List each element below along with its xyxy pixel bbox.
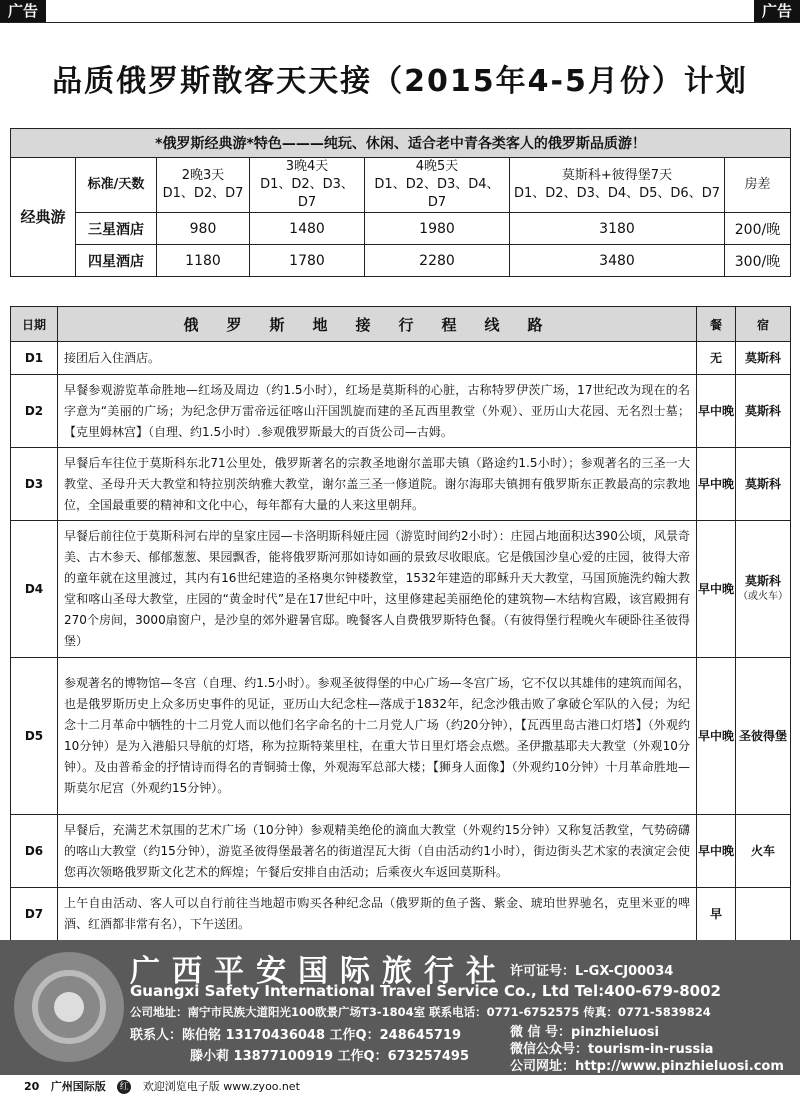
day-meal: 早中晚 [697, 658, 736, 815]
day-stay: 火车 [736, 815, 791, 888]
hotel-name: 四星酒店 [76, 245, 157, 277]
company-name-en: Guangxi Safety International Travel Service Co., Ltd Tel:400-679-8002 [130, 982, 721, 1000]
price-cell: 2280 [365, 245, 510, 277]
price-row-3star [11, 213, 791, 245]
col-7d: 莫斯科+彼得堡7天 D1、D2、D3、D4、D5、D6、D7 [510, 158, 725, 213]
day-meal: 早中晚 [697, 521, 736, 658]
ad-label-left: 广告 [0, 0, 46, 22]
edition-logo-icon: 红 [117, 1080, 131, 1094]
day-label: D5 [11, 658, 58, 815]
room-diff-label: 房差 [725, 158, 791, 213]
day-label: D3 [11, 448, 58, 521]
itinerary-row-d7 [11, 888, 791, 941]
day-meal: 无 [697, 342, 736, 375]
wechat-id: 微 信 号：pinzhieluosi [510, 1025, 659, 1040]
price-cell: 1980 [365, 213, 510, 245]
day-description: 早餐后车往位于莫斯科东北71公里处，俄罗斯著名的宗教圣地谢尔盖耶夫镇（路途约1.5小时）；参观著名的三圣一大教堂、圣母升天大教堂和特拉别茨纳雅大教堂，谢尔盖三圣一修道院。谢尔海耶夫镇拥有俄罗斯东正教最高的宗教地位，全国最重要的精神和文化中心，每年都有大量的人来这里朝拜。 [58, 448, 697, 521]
promo-text: 欢迎浏览电子版 www.zyoo.net [142, 1080, 300, 1093]
day-description: 上午自由活动、客人可以自行前往当地超市购买各种纪念品（俄罗斯的鱼子酱、紫金、琥珀世界驰名，克里米亚的啤酒、红酒都非常有名），下午送团。 [58, 888, 697, 941]
day-stay: 圣彼得堡 [736, 658, 791, 815]
itinerary-row-d4 [11, 521, 791, 658]
company-footer [0, 940, 800, 1075]
day-stay: 莫斯科 [736, 448, 791, 521]
price-row-4star [11, 245, 791, 277]
company-address: 公司地址：南宁市民族大道阳光100欧景广场T3-1804室 联系电话：0771-6752575 传真：0771-5839824 [130, 1005, 711, 1019]
day-stay: 莫斯科 （或火车） [736, 521, 791, 658]
day-description: 早餐后前往位于莫斯科河右岸的皇家庄园—卡洛明斯科娅庄园（游览时间约2小时）：庄园占地面积达390公顷，风景奇美、古木参天、郁郁葱葱、果园飘香，能将俄罗斯河那如诗如画的景致尽收眼底。它是俄国沙皇心爱的庄园，彼得大帝的童年就在这里渡过，其内有16世纪建造的圣格奥尔钟楼教堂，1532年建造的耶稣升天大教堂，马国顶施洗约翰大教堂和喀山圣母大教堂，庄园的“黄金时代”是在17世纪中叶，这里修建起美丽绝伦的建筑物—木结构宫殿，该宫殿拥有270个房间，3000扇窗户，是沙皇的郊外避暑官邸。晚餐客人自费俄罗斯特色餐。（有彼得堡行程晚火车硬卧往圣彼得堡） [58, 521, 697, 658]
license-number: 许可证号：L-GX-CJ00034 [510, 964, 674, 979]
price-cell: 1180 [157, 245, 250, 277]
contact-person-1: 联系人：陈伯铭 13170436048 工作Q：248645719 [130, 1028, 462, 1043]
day-meal: 早 [697, 888, 736, 941]
header-day: 日期 [11, 307, 58, 342]
day-label: D7 [11, 888, 58, 941]
day-description: 早餐后，充满艺术氛围的艺术广场（10分钟）参观精美绝伦的滴血大教堂（外观约15分钟）又称复活教堂，气势磅礴的喀山大教堂（约15分钟），游览圣彼得堡最著名的街道涅瓦大街（自由活动约1小时），街边街头艺术家的表演定会使您再次领略俄罗斯文化艺术的辉煌；午餐后安排自由活动；后乘夜火车返回莫斯科。 [58, 815, 697, 888]
company-name-cn: 广西平安国际旅行社 [130, 954, 508, 989]
day-label: D2 [11, 375, 58, 448]
page-title: 品质俄罗斯散客天天接（2015年4-5月份）计划 [52, 64, 748, 99]
day-stay: 莫斯科 [736, 375, 791, 448]
itinerary-row-d6 [11, 815, 791, 888]
itinerary-row-d3 [11, 448, 791, 521]
day-description: 参观著名的博物馆—冬宫（自理、约1.5小时）。参观圣彼得堡的中心广场—冬宫广场，它不仅以其雄伟的建筑而闻名，也是俄罗斯历史上众多历史事件的见证，亚历山大纪念柱—落成于1832年，纪念沙俄击败了拿破仑军队的入侵；为纪念十二月革命中牺牲的十二月党人而以他们名字命名的十二月党人广场（约20分钟），【瓦西里岛古港口灯塔】（外观约10分钟）是为入港船只导航的灯塔，称为拉斯特莱里柱，在重大节日里灯塔会点燃。圣伊撒基耶夫大教堂（外观10分钟）。及由普希金的抒情诗而得名的青铜骑士像，外观海军总部大楼；【狮身人面像】（外观约10分钟）十月革命胜地—斯莫尔尼宫（外观约15分钟）。 [58, 658, 697, 815]
day-description: 早餐参观游览革命胜地—红场及周边（约1.5小时），红场是莫斯科的心脏，古称特罗伊茨广场，17世纪改为现在的名字意为“美丽的广场；为纪念伊万雷帝远征喀山汗国凯旋而建的圣瓦西里教堂（外观）、亚历山大花园、无名烈士墓；【克里姆林宫】（自理、约1.5小时）.参观俄罗斯最大的百货公司—古姆。 [58, 375, 697, 448]
price-cell: 3180 [510, 213, 725, 245]
room-diff: 300/晚 [725, 245, 791, 277]
col-3n4d: 3晚4天 D1、D2、D3、D7 [250, 158, 365, 213]
day-stay: 莫斯科 [736, 342, 791, 375]
itinerary-row-d5 [11, 658, 791, 815]
day-meal: 早中晚 [697, 448, 736, 521]
price-cell: 3480 [510, 245, 725, 277]
header-meal: 餐 [697, 307, 736, 342]
day-meal: 早中晚 [697, 375, 736, 448]
room-diff: 200/晚 [725, 213, 791, 245]
col-2n3d: 2晚3天 D1、D2、D7 [157, 158, 250, 213]
day-description: 接团后入住酒店。 [58, 342, 697, 375]
price-cell: 980 [157, 213, 250, 245]
itinerary-row-d1 [11, 342, 791, 375]
price-banner: *俄罗斯经典游*特色———纯玩、休闲、适合老中青各类客人的俄罗斯品质游！ [11, 129, 791, 158]
page-footer [0, 1078, 800, 1094]
price-cell: 1780 [250, 245, 365, 277]
wechat-public: 微信公众号：tourism-in-russia [510, 1042, 714, 1057]
price-table [10, 128, 791, 277]
ad-label-right: 广告 [754, 0, 800, 22]
day-label: D4 [11, 521, 58, 658]
classic-tour-label: 经典游 [11, 158, 76, 277]
day-meal: 早中晚 [697, 815, 736, 888]
col-4n5d: 4晚5天 D1、D2、D3、D4、D7 [365, 158, 510, 213]
itinerary-row-d2 [11, 375, 791, 448]
page-number: 20 [24, 1080, 40, 1093]
company-logo-icon [14, 952, 124, 1062]
day-stay [736, 888, 791, 941]
day-label: D1 [11, 342, 58, 375]
day-label: D6 [11, 815, 58, 888]
header-route: 俄罗斯地接行程线路 [58, 307, 697, 342]
hotel-name: 三星酒店 [76, 213, 157, 245]
top-divider [0, 22, 800, 23]
std-days-label: 标准/天数 [76, 158, 157, 213]
price-cell: 1480 [250, 213, 365, 245]
header-stay: 宿 [736, 307, 791, 342]
stay-note: （或火车） [738, 591, 788, 602]
edition-label: 广州国际版 [50, 1080, 106, 1093]
itinerary-table [10, 306, 791, 941]
contact-person-2: 滕小莉 13877100919 工作Q：673257495 [190, 1049, 470, 1064]
company-website[interactable]: 公司网址：http://www.pinzhieluosi.com [510, 1059, 784, 1074]
